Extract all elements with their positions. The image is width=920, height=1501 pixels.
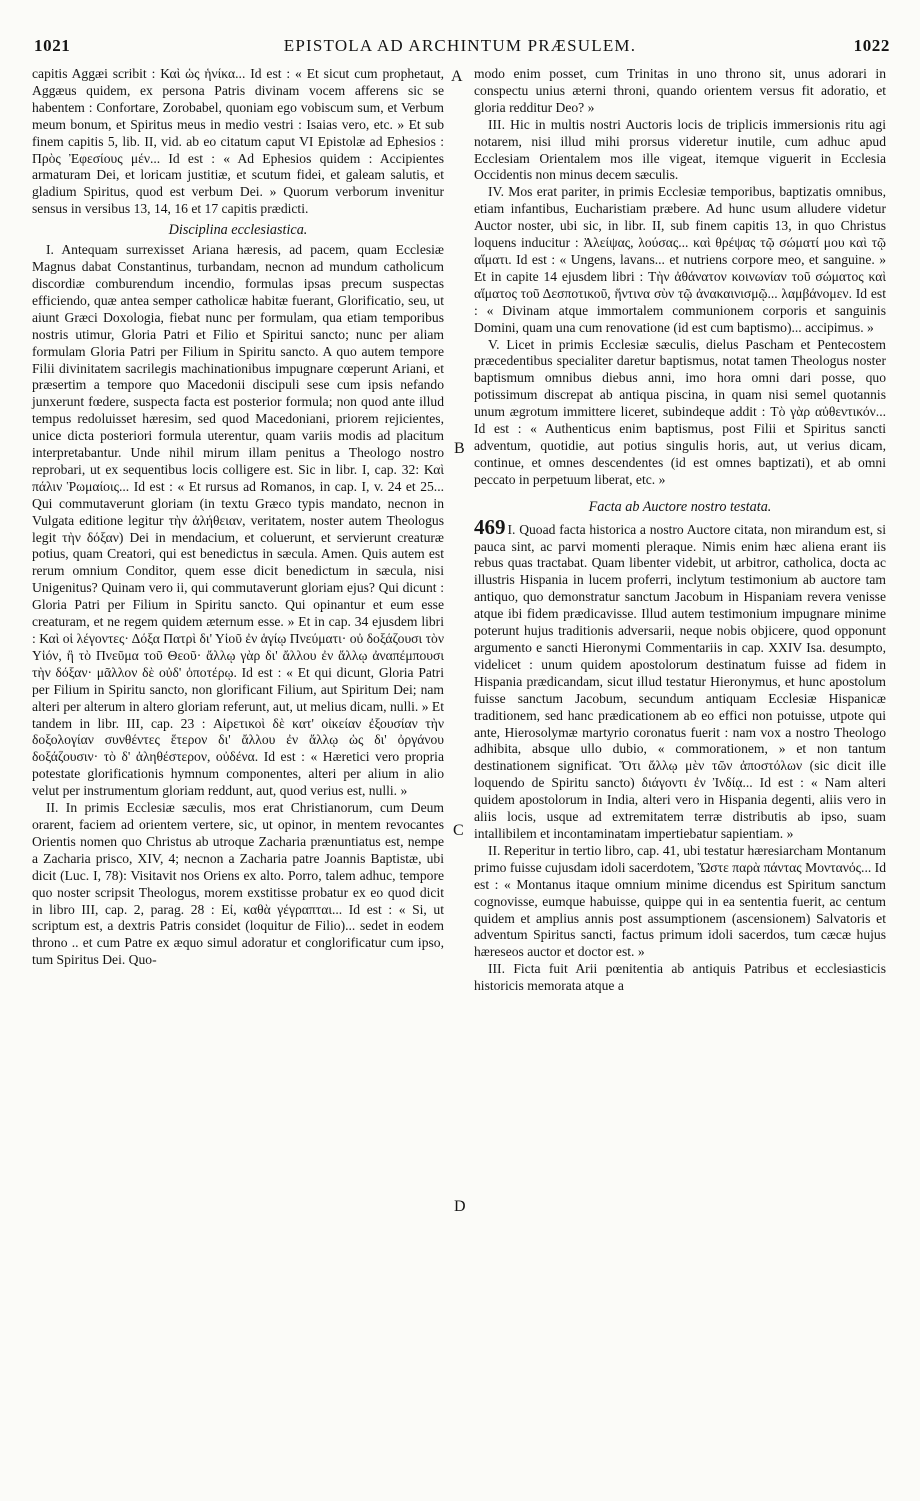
paragraph: modo enim posset, cum Trinitas in uno throno sit, unus adorari in conspectu unius æterni throni, quando orientem versus fit adoratio, et gloria redditur Deo? » — [474, 66, 886, 115]
section-heading: Facta ab Auctore nostro testata. — [588, 498, 772, 515]
margin-letter-b: B — [454, 440, 465, 457]
page-number-right: 1022 — [853, 36, 890, 55]
paragraph: IV. Mos erat pariter, in primis Ecclesiæ temporibus, baptizatis omnibus, etiam infantibus, Eucharistiam præbere. Ad hunc usum alludere videtur Auctor noster, ubi sic, in libr. II, sub finem capitis 13, in quo Christus loquens inducitur : Ἀλείψας, λούσας... καὶ θρέψας τῷ σώματί μου καὶ τῷ αἵματι. Id est : « Ungens, lavans... et nutriens corpore meo, et sanguine. » Et in capite 14 ejusdem libri : Τὴν ἀθάνατον κοινωνίαν τοῦ σώματος καὶ αἵματος τοῦ Δεσποτικοῦ, ἥντινα σὺν τῷ ἀνακαινισμῷ... λαμβάνομεν. Id est : « Divinam atque immortalem communionem corporis et sanguinis Domini, quam una cum renovatione (id est cum baptismo)... accipimus. » — [474, 184, 886, 335]
right-column — [474, 66, 886, 995]
section-heading: Disciplina ecclesiastica. — [168, 222, 308, 239]
running-header — [30, 34, 890, 62]
paragraph: II. Reperitur in tertio libro, cap. 41, ubi testatur hæresiarcham Montanum primo fuisse cujusdam idoli sacerdotem, Ὥστε παρὰ πάντας Μοντανός... Id est : « Montanus itaque omnium minime dicendus est Spiritum sanctum cognovisse, eumque habuisse, quippe qui in ea sententia fuerit, ac centum quidem et amplius annis post assumptionem (ascensionem) Salvatoris et adventum Spiritus sancti, factus primum idoli sacerdos, tum cæcæ hujus hæreseos auctor et doctor est. » — [474, 842, 886, 960]
running-title: EPISTOLA AD ARCHINTUM PRÆSULEM. — [283, 36, 637, 55]
left-column — [32, 66, 444, 969]
paragraph: III. Hic in multis nostri Auctoris locis de triplicis immersionis ritu agi notarem, nisi illud mihi prorsus videretur inutile, cum adhuc apud Ecclesiam Orientalem mos ille vigeat, itemque viguerit in Ecclesia Occidentis non minus decem sæculis. — [474, 116, 886, 183]
column-number: 469 — [474, 514, 506, 539]
paragraph: I. Antequam surrexisset Ariana hæresis, ad pacem, quam Ecclesiæ Magnus dabat Constantinus, turbandam, necnon ad mundum catholicum discordiæ comburendum incendio, formulas ipsas precum suspectas efficiendo, quæ antea semper catholicæ habitæ fuerant, Glorificatio, seu, ut aiunt Græci Doxologia, fiebat nunc per formulam, qua etiam temporibus nostris utimur, Gloria Patri et Filio et Spiritui sancto; nunc per aliam formulam Gloria Patri per Filium in Spiritu sancto. A quo autem tempore Filii divinitatem sacrilegis machinationibus impugnare cœperunt Ariani, et præsertim a tempore quo Macedonii discipuli sese cum ipsis nefando junxerunt fœdere, suspecta facta est posterior formula; non quod ante illud tempus redoluisset hæresim, sed quod Macedoniani, priorem rejicientes, unice dicta posteriori formula uterentur, quam variis modis ad placitum interpretabantur. Unde nihil mirum illam penitus a Theologo nostro reprobari, ut ex sequentibus locis colligere est. Sic in libr. I, cap. 32: Καὶ πάλιν Ῥωμαίοις... Id est : « Et rursus ad Romanos, in cap. I, v. 24 et 25... Qui commutaverunt gloriam (in textu Græco typis mandato, necnon in Vulgata editione legitur τὴν ἀλήθειαν, veritatem, noster autem Theologus legit τὴν δόξαν) Dei in mendacium, et coluerunt, et servierunt creaturæ potius, quam Creatori, qui est benedictus in sæcula. Amen. Quis autem est rerum omnium Conditor, quem esse dicit benedictum in sæcula, nisi Unigenitus? Quinam vero ii, qui commutaverunt gloriam ejus? Qui dicunt : Gloria Patri per Filium in Spiritu sancto. Qui opinantur et eum esse creaturam, et ne regem quidem æternum esse. » Et in cap. 34 ejusdem libri : Καὶ οἱ λέγοντες· Δόξα Πατρὶ δι' Υἱοῦ ἐν ἁγίῳ Πνεύματι· οὐ δοξάζουσι τὸν Υἱόν, ἢ τὸ Πνεῦμα τοῦ Θεοῦ· ἄλλῳ γὰρ δι' ἄλλου ἐν ἄλλῳ ἀναπέμπουσι τὴν δόξαν· μᾶλλον δὲ οὐδ' ὁποτέρῳ. Id est : « Et qui dicunt, Gloria Patri per Filium in Spiritu sancto, non glorificant Filium, aut Spiritum Dei; nam alteri per alterum in altero gloriam referunt, aut, ut melius dicam, nulli. » Et tandem in libr. III, cap. 23 : Αἱρετικοὶ δὲ κατ' οἰκείαν ἐξουσίαν τὴν δοξολογίαν συνθέντες ἕτερον δι' ἄλλου ἐν ἄλλῳ ὡς δι' ὀργάνου δοξάζουσιν· τὸ δ' ἀληθέστερον, οὐδένα. Id est : « Hæretici vero propria potestate glorificationis hymnum componentes, alteri per alium in alio velut per instrumentum gloriam reddunt, aut, quod verius est, nulli. » — [32, 242, 444, 799]
paragraph: capitis Aggæi scribit : Καὶ ὡς ἡνίκα... Id est : « Et sicut cum prophetaut, Aggæus quidem, ex persona Patris divinam vocem afferens sic se habentem : Confortare, Zorobabel, quoniam ego vobiscum sum, et Verbum meum bonum, et Spiritus meus in medio vestri : Isaias vero, etc. » Et sub finem capitis 5, lib. II, vid. ab eo citatum caput VI Epistolæ ad Ephesios : Πρὸς Ἐφεσίους μέν... Id est : « Ad Ephesios quidem : Accipientes armaturam Dei, et loricam justitiæ, et scutum fidei, et galeam salutis, et gladium Spiritus, quod est verbum Dei. » Quorum verborum invenitur sensus in versibus 13, 14, 16 et 17 capitis prædicti. — [32, 66, 444, 217]
margin-letter-a: A — [451, 68, 463, 85]
paragraph — [474, 514, 886, 843]
margin-letter-d: D — [454, 1198, 466, 1215]
margin-letter-c: C — [453, 822, 464, 839]
paragraph-text: I. Quoad facta historica a nostro Auctore citata, non mirandum est, si pauca sint, ac parvi momenti pleraque. Nimis enim hæc aliena erant iis rebus quas tractabat. Quam libenter videbit, ut arbitror, catholica, docta ac illustris Hispania in lucem proferri, inclytum testimonium ab auctore tam antiquo, quo demonstratur sanctum Jacobum in Hispaniam revera venisse atque ibi fidem prædicavisse. Illud autem testimonium impugnare minime poterunt hujus traditionis adversarii, neque nobis objicere, quod opponunt argumento e sancti Hieronymi Commentariis in cap. XXIV Isa. desumpto, videlicet : unum quidem apostolorum destinatum fuisse ad fidem in Hispania prædicandam, sicut illud testatur Hieronymus, et hunc apostolum fuisse sanctum Jacobum, secundum antiquam Ecclesiæ Hispanicæ traditionem, sed hanc prædicationem ab eo effici non potuisse, utpote qui ante, Hierosolymæ martyrio coronatus fuerit : nam vox a nostro Theologo adhibita, absque ullo dubio, « commorationem, » et non tantum destinationem significat. Ὅτι ἄλλῳ μὲν τῶν ἀποστόλων (sic dicit ille loquendo de Spiritu sancto) διάγοντι ἐν Ἰνδίᾳ... Id est : « Nam alteri quidem apostolorum in India, alteri vero in Hispania degenti, aliis vero in aliis locis, usque ad extremitatem terræ distributis ab ipso, suam intallibilem et incontaminatam impertiebatur sapientiam. » — [474, 521, 886, 841]
page-number-left: 1021 — [34, 36, 71, 55]
paragraph: V. Licet in primis Ecclesiæ sæculis, dielus Pascham et Pentecostem præcedentibus specialiter daretur baptismus, notat tamen Theologus noster baptismum omnibus diebus anni, imo hora omni dari posse, quo potissimum discrepat ab antiqua piscina, in quam nisi semel quotannis unum ægrotum immittere liceret, subindeque addit : Τὸ γὰρ αὐθεντικόν... Id est : « Authenticus enim baptismus, post Filii et Spiritus sancti adventum, quotidie, aut potius singulis horis, aut, ut verius dicam, continue, et omnes descendentes (id est omnes baptizati), et ab omni peccato in perpetuum liberat, etc. » — [474, 336, 886, 487]
paragraph: III. Ficta fuit Arii pœnitentia ab antiquis Patribus et ecclesiasticis historicis memorata atque a — [474, 961, 886, 994]
paragraph: II. In primis Ecclesiæ sæculis, mos erat Christianorum, cum Deum orarent, faciem ad orientem vertere, sic, ut opinor, in mentem revocantes Orientis nomen quo Christus ab utroque Zacharia prænuntiatus est, nempe a Zacharia prisco, XIV, 4; necnon a Zacharia patre Joannis Baptistæ, ubi dicit (Luc. I, 78): Visitavit nos Oriens ex alto. Porro, talem adhuc, tempore quo noster scripsit Theologus, morem exstitisse probatur ex eo quod dicit in libro III, cap. 2, parag. 28 : Εἰ, καθὰ γέγραπται... Id est : « Si, ut scriptum est, a dextris Patris considet (loquitur de Filio)... sedet in eodem throno .. et cum Patre ex æquo simul adoratur et conglorificatur cum ipso, tum Spiritus Dei. Quo- — [32, 800, 444, 968]
